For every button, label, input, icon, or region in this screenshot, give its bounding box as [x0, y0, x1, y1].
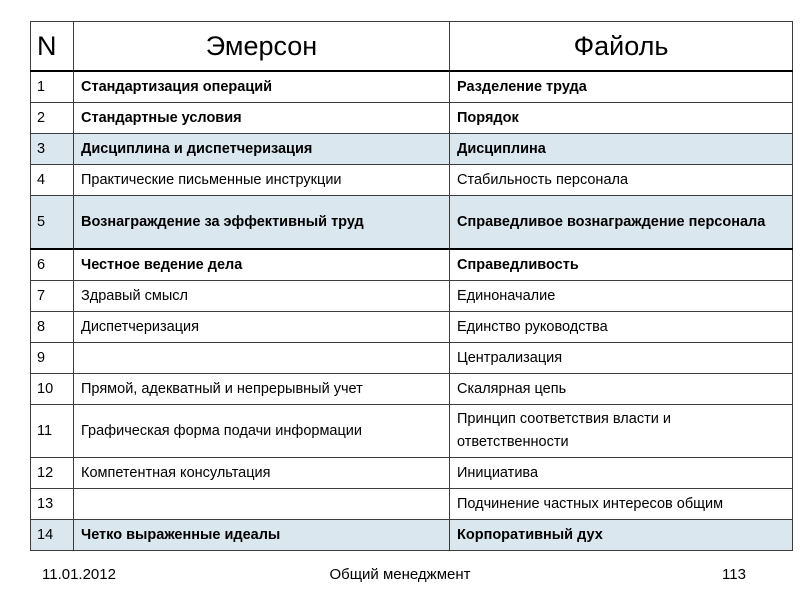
table-row — [31, 312, 793, 343]
fayol-cell: Разделение труда — [450, 71, 793, 103]
row-number-cell: 4 — [31, 165, 74, 196]
row-number-cell: 3 — [31, 134, 74, 165]
footer-page-number: 113 — [722, 566, 746, 583]
fayol-cell: Инициатива — [450, 458, 793, 489]
slide-footer — [0, 566, 800, 588]
row-number-cell: 2 — [31, 103, 74, 134]
fayol-cell: Подчинение частных интересов общим — [450, 489, 793, 520]
fayol-cell: Стабильность персонала — [450, 165, 793, 196]
table-body — [31, 71, 793, 551]
emerson-cell: Четко выраженные идеалы — [74, 520, 450, 551]
fayol-cell: Единство руководства — [450, 312, 793, 343]
header-number: N — [31, 22, 74, 72]
row-number-cell: 7 — [31, 281, 74, 312]
emerson-cell: Прямой, адекватный и непрерывный учет — [74, 374, 450, 405]
table-row — [31, 374, 793, 405]
emerson-cell — [74, 489, 450, 520]
table-header-row — [31, 22, 793, 72]
table-row — [31, 134, 793, 165]
table-row — [31, 71, 793, 103]
emerson-cell: Практические письменные инструкции — [74, 165, 450, 196]
emerson-cell: Графическая форма подачи информации — [74, 405, 450, 458]
fayol-cell: Порядок — [450, 103, 793, 134]
table-row — [31, 489, 793, 520]
emerson-cell — [74, 343, 450, 374]
header-emerson: Эмерсон — [74, 22, 450, 72]
table-row — [31, 196, 793, 250]
footer-title: Общий менеджмент — [329, 566, 471, 583]
table-row — [31, 343, 793, 374]
table-row — [31, 249, 793, 281]
row-number-cell: 6 — [31, 249, 74, 281]
emerson-cell: Стандартизация операций — [74, 71, 450, 103]
emerson-cell: Вознаграждение за эффективный труд — [74, 196, 450, 250]
table-row — [31, 458, 793, 489]
fayol-cell: Принцип соответствия власти и ответственности — [450, 405, 793, 458]
emerson-cell: Честное ведение дела — [74, 249, 450, 281]
row-number-cell: 11 — [31, 405, 74, 458]
fayol-cell: Справедливость — [450, 249, 793, 281]
row-number-cell: 12 — [31, 458, 74, 489]
footer-date: 11.01.2012 — [42, 566, 116, 583]
fayol-cell: Скалярная цепь — [450, 374, 793, 405]
fayol-cell: Дисциплина — [450, 134, 793, 165]
fayol-cell: Корпоративный дух — [450, 520, 793, 551]
emerson-cell: Здравый смысл — [74, 281, 450, 312]
emerson-cell: Диспетчеризация — [74, 312, 450, 343]
table-row — [31, 103, 793, 134]
header-fayol: Файоль — [450, 22, 793, 72]
emerson-cell: Компетентная консультация — [74, 458, 450, 489]
emerson-cell: Стандартные условия — [74, 103, 450, 134]
row-number-cell: 14 — [31, 520, 74, 551]
row-number-cell: 8 — [31, 312, 74, 343]
table-row — [31, 405, 793, 458]
row-number-cell: 10 — [31, 374, 74, 405]
fayol-cell: Справедливое вознаграждение персонала — [450, 196, 793, 250]
row-number-cell: 5 — [31, 196, 74, 250]
emerson-cell: Дисциплина и диспетчеризация — [74, 134, 450, 165]
table-row — [31, 281, 793, 312]
fayol-cell: Централизация — [450, 343, 793, 374]
fayol-cell: Единоначалие — [450, 281, 793, 312]
row-number-cell: 13 — [31, 489, 74, 520]
table-row — [31, 165, 793, 196]
principles-comparison-table — [30, 21, 793, 551]
row-number-cell: 9 — [31, 343, 74, 374]
row-number-cell: 1 — [31, 71, 74, 103]
table-row — [31, 520, 793, 551]
